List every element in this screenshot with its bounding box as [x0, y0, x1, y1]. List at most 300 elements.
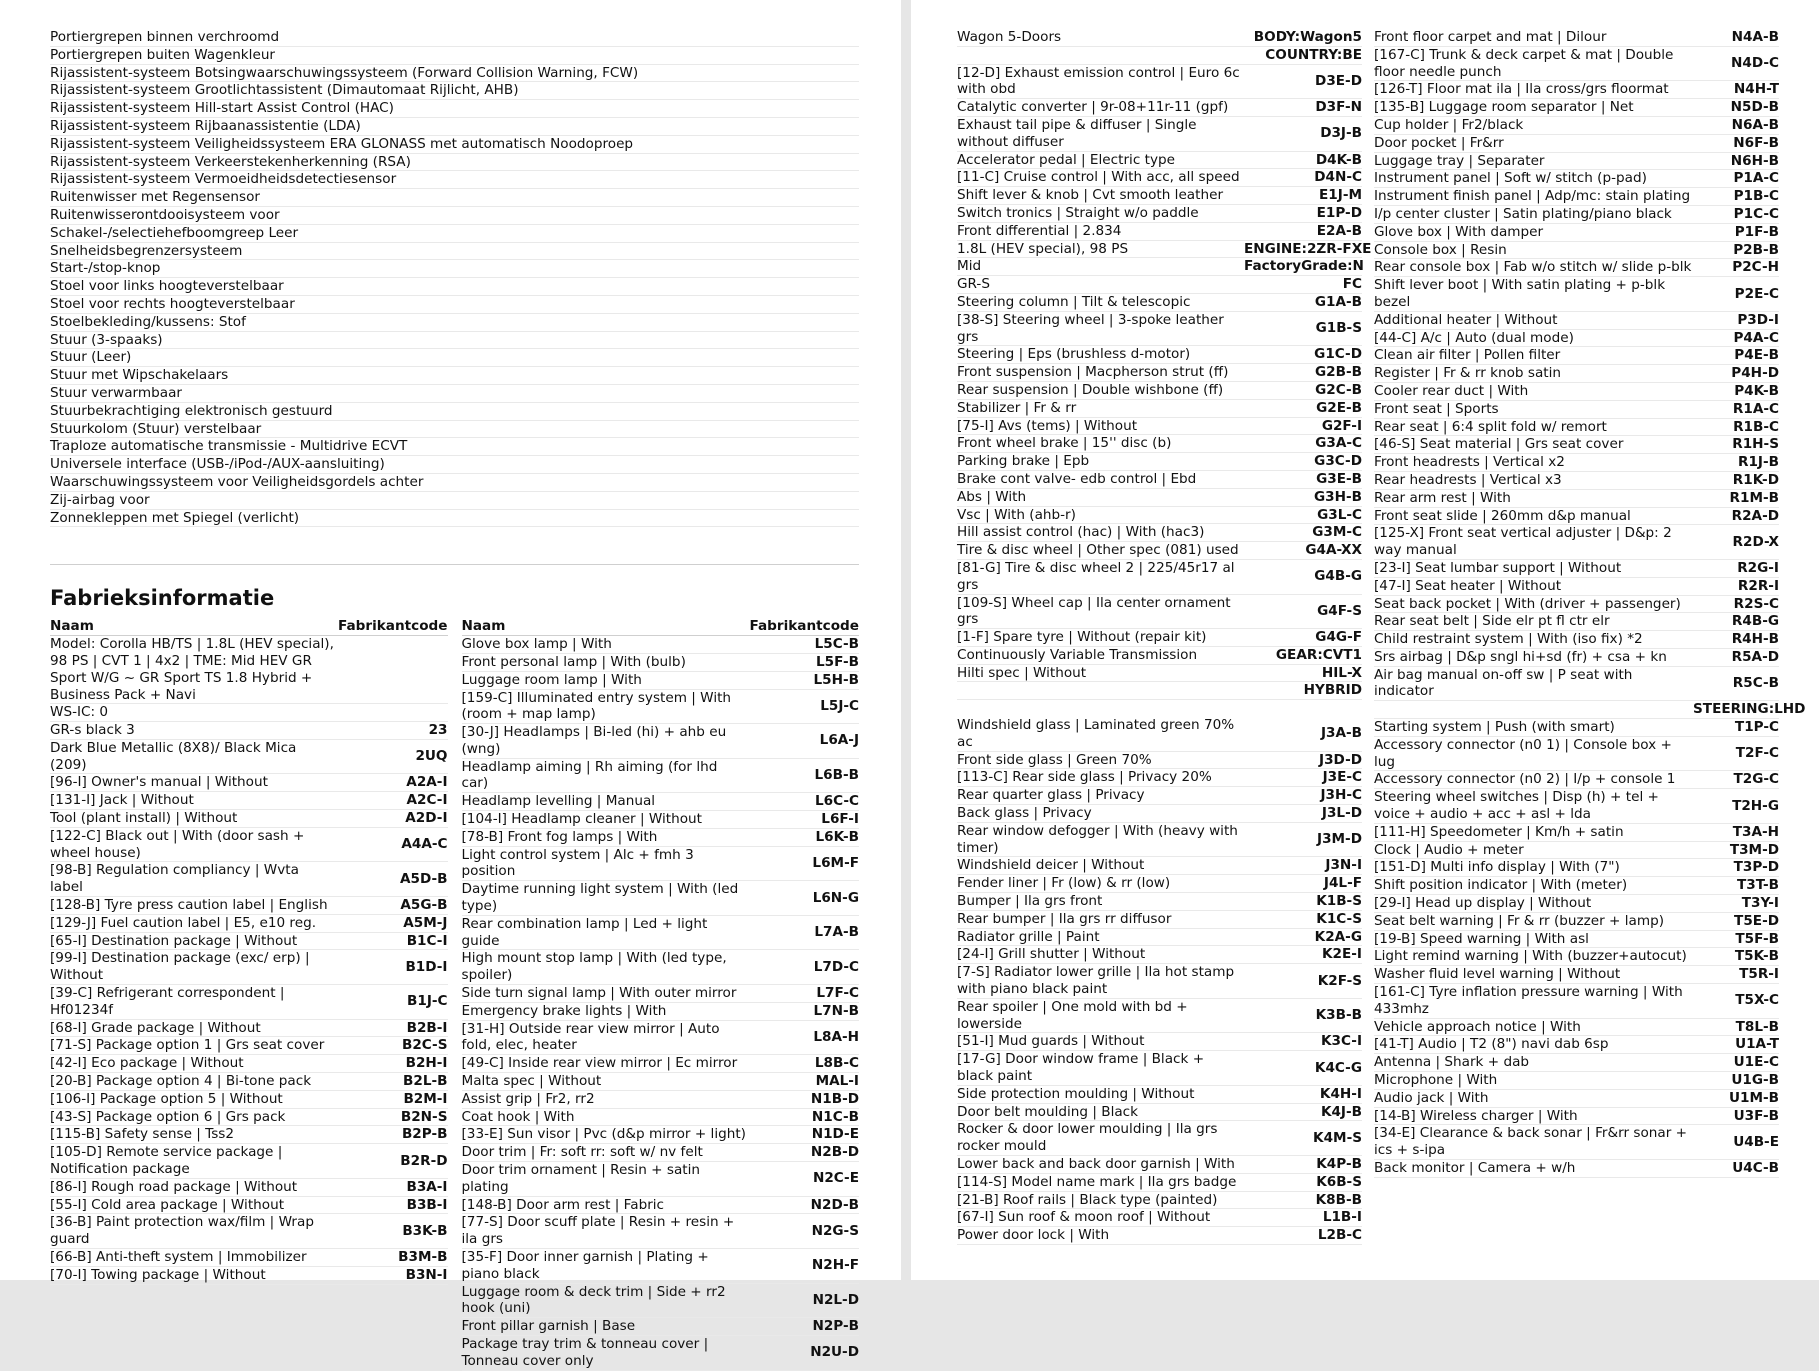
option-name: [104-I] Headlamp cleaner | Without: [462, 811, 748, 829]
table-row: [957, 629, 1362, 647]
feature-item: Rijassistent-systeem Botsingwaarschuwingssysteem (Forward Collision Warning, FCW): [50, 65, 859, 83]
table-row: [957, 910, 1362, 928]
table-row: [957, 964, 1362, 999]
option-name: Rear quarter glass | Privacy: [957, 787, 1244, 805]
option-name: Malta spec | Without: [462, 1073, 748, 1091]
table-row: [957, 717, 1362, 751]
table-row: [462, 985, 860, 1003]
option-name: Light remind warning | With (buzzer+autocut): [1374, 948, 1693, 966]
option-name: Instrument panel | Soft w/ stitch (p-pad): [1374, 170, 1693, 188]
manufacturer-code: J3E-C: [1244, 769, 1362, 787]
table-row: [50, 1090, 448, 1108]
option-name: [77-S] Door scuff plate | Resin + resin + ila grs: [462, 1214, 748, 1249]
option-name: [47-I] Seat heater | Without: [1374, 577, 1693, 595]
manufacturer-code: R2A-D: [1693, 507, 1779, 525]
manufacturer-code: T5E-D: [1693, 912, 1779, 930]
table-row: [50, 739, 448, 774]
option-name: Windshield glass | Laminated green 70% ac: [957, 717, 1244, 751]
table-row: [1374, 170, 1779, 188]
option-name: Accessory connector (n0 1) | Console box + lug: [1374, 736, 1693, 771]
table-row: [1374, 311, 1779, 329]
feature-item: Stoel voor rechts hoogteverstelbaar: [50, 296, 859, 314]
manufacturer-code: B3B-I: [336, 1196, 448, 1214]
feature-list: [50, 29, 859, 527]
manufacturer-code: B3K-B: [336, 1214, 448, 1249]
manufacturer-code: R2D-X: [1693, 525, 1779, 560]
option-name: [21-B] Roof rails | Black type (painted): [957, 1191, 1244, 1209]
factory-table-4: [1374, 29, 1806, 1245]
feature-item: Stuur (Leer): [50, 349, 859, 367]
manufacturer-code: L6M-F: [747, 846, 859, 881]
manufacturer-code: P1F-B: [1693, 223, 1779, 241]
option-name: [105-D] Remote service package | Notification package: [50, 1144, 336, 1179]
table-row: [957, 769, 1362, 787]
feature-item: Stuurbekrachtiging elektronisch gestuurd: [50, 403, 859, 421]
manufacturer-code: K4M-S: [1244, 1121, 1362, 1156]
option-name: Radiator grille | Paint: [957, 928, 1244, 946]
manufacturer-code: B3M-B: [336, 1249, 448, 1267]
table-row: [462, 1196, 860, 1214]
manufacturer-code: N1D-E: [747, 1126, 859, 1144]
column-header-name: Naam: [462, 618, 748, 635]
option-name: Washer fluid level warning | Without: [1374, 966, 1693, 984]
manufacturer-code: B2C-S: [336, 1037, 448, 1055]
option-name: [39-C] Refrigerant correspondent | Hf01234f: [50, 985, 336, 1020]
manufacturer-code: K4C-G: [1244, 1051, 1362, 1086]
option-name: [81-G] Tire & disc wheel 2 | 225/45r17 al grs: [957, 559, 1244, 594]
option-name: Rear window defogger | With (heavy with timer): [957, 822, 1244, 857]
manufacturer-code: B2M-I: [336, 1090, 448, 1108]
option-name: Microphone | With: [1374, 1072, 1693, 1090]
manufacturer-code: B2B-I: [336, 1019, 448, 1037]
option-name: [86-I] Rough road package | Without: [50, 1178, 336, 1196]
manufacturer-code: B2H-I: [336, 1055, 448, 1073]
manufacturer-code: P4E-B: [1693, 347, 1779, 365]
option-name: Power door lock | With: [957, 1227, 1244, 1245]
option-name: Headlamp levelling | Manual: [462, 793, 748, 811]
table-row: [50, 862, 448, 897]
option-name: WS-IC: 0: [50, 704, 336, 722]
manufacturer-code: G3E-B: [1244, 470, 1362, 488]
manufacturer-code: G4A-XX: [1244, 542, 1362, 560]
table-row: [462, 1090, 860, 1108]
manufacturer-code: A2C-I: [336, 792, 448, 810]
manufacturer-code: L5H-B: [747, 671, 859, 689]
option-name: Hilti spec | Without: [957, 664, 1244, 682]
manufacturer-code: K2E-I: [1244, 946, 1362, 964]
manufacturer-code: G2E-B: [1244, 399, 1362, 417]
option-name: Daytime running light system | With (led type): [462, 881, 748, 916]
option-name: Headlamp aiming | Rh aiming (for lhd car): [462, 758, 748, 793]
option-name: Cup holder | Fr2/black: [1374, 116, 1693, 134]
option-name: [131-I] Jack | Without: [50, 792, 336, 810]
column-header-code: Fabrikantcode: [336, 618, 448, 635]
option-name: Front wheel brake | 15'' disc (b): [957, 435, 1244, 453]
table-row: [462, 1055, 860, 1073]
manufacturer-code: K2F-S: [1244, 964, 1362, 999]
table-row: [50, 1178, 448, 1196]
feature-item: Zonnekleppen met Spiegel (verlicht): [50, 510, 859, 528]
manufacturer-code: G4F-S: [1244, 594, 1362, 629]
option-name: Seat belt warning | Fr & rr (buzzer + lamp): [1374, 912, 1693, 930]
manufacturer-code: GEAR:CVT1: [1244, 646, 1362, 664]
factory-info-columns: [50, 618, 859, 1370]
table-row: [1374, 418, 1779, 436]
table-row: [957, 488, 1362, 506]
option-name: [33-E] Sun visor | Pvc (d&p mirror + light): [461, 1126, 746, 1143]
option-name: Seat back pocket | With (driver + passenger): [1374, 595, 1693, 613]
table-row: [957, 542, 1362, 560]
option-name: Abs | With: [957, 488, 1244, 506]
option-name: [957, 682, 1244, 700]
manufacturer-code: N2D-B: [747, 1196, 859, 1214]
manufacturer-code: P1C-C: [1693, 205, 1779, 223]
option-name: [31-H] Outside rear view mirror | Auto fold, elec, heater: [462, 1020, 748, 1055]
option-name: Rear seat belt | Side elr pt fl ctr elr: [1374, 613, 1693, 631]
manufacturer-code: R1M-B: [1693, 489, 1779, 507]
option-name: Exhaust tail pipe & diffuser | Single without diffuser: [957, 116, 1244, 151]
table-row: [1374, 1036, 1779, 1054]
table-row: [1374, 454, 1779, 472]
table-row: [1374, 507, 1779, 525]
table-row: [462, 671, 860, 689]
manufacturer-code: K3C-I: [1244, 1033, 1362, 1051]
option-name: Brake cont valve- edb control | Ebd: [957, 470, 1244, 488]
table-row: [50, 1126, 448, 1144]
manufacturer-code: N2U-D: [747, 1335, 859, 1370]
table-row: [957, 435, 1362, 453]
feature-item: Schakel-/selectiehefboomgreep Leer: [50, 225, 859, 243]
table-row: [1374, 400, 1779, 418]
table-row: [1374, 99, 1779, 117]
manufacturer-code: L7F-C: [747, 985, 859, 1003]
table-row: [50, 1019, 448, 1037]
table-row: [957, 417, 1362, 435]
manufacturer-code: P3D-I: [1693, 311, 1779, 329]
manufacturer-code: ENGINE:2ZR-FXE: [1244, 240, 1372, 257]
manufacturer-code: R1A-C: [1693, 400, 1779, 418]
manufacturer-code: N2H-F: [747, 1249, 859, 1284]
manufacturer-code: P2C-H: [1693, 259, 1779, 277]
table-row: [1374, 1018, 1779, 1036]
option-name: [7-S] Radiator lower grille | Ila hot stamp with piano black paint: [957, 964, 1244, 999]
option-name: [17-G] Door window frame | Black + black paint: [957, 1051, 1244, 1086]
option-name: Audio jack | With: [1374, 1089, 1693, 1107]
option-name: Door trim ornament | Resin + satin plating: [462, 1162, 748, 1197]
option-name: Back glass | Privacy: [957, 805, 1244, 823]
table-row: [1374, 29, 1779, 46]
option-name: Glove box | With damper: [1374, 223, 1693, 241]
option-name: Front pillar garnish | Base: [462, 1318, 748, 1336]
feature-item: Stuur (3-spaaks): [50, 332, 859, 350]
table-row: [1374, 912, 1779, 930]
table-row: [50, 1073, 448, 1091]
manufacturer-code: J3M-D: [1244, 822, 1362, 857]
table-row: [462, 915, 860, 950]
manufacturer-code: BODY:Wagon5: [1244, 29, 1362, 46]
option-name: Stabilizer | Fr & rr: [957, 399, 1244, 417]
table-row: [1374, 1107, 1779, 1125]
feature-item: Snelheidsbegrenzersysteem: [50, 243, 859, 261]
manufacturer-code: A2A-I: [336, 774, 448, 792]
manufacturer-code: K1C-S: [1244, 910, 1362, 928]
table-row: [50, 1196, 448, 1214]
manufacturer-code: R4H-B: [1693, 631, 1779, 649]
table-row: [957, 857, 1362, 875]
factory-table-1: [50, 618, 448, 1370]
option-name: Shift lever & knob | Cvt smooth leather: [957, 187, 1244, 205]
option-name: Rear arm rest | With: [1374, 489, 1693, 507]
table-row: [1374, 241, 1779, 259]
option-name: Catalytic converter | 9r-08+11r-11 (gpf): [957, 99, 1244, 117]
manufacturer-code: D4N-C: [1244, 169, 1362, 187]
option-name: Antenna | Shark + dab: [1374, 1054, 1693, 1072]
table-row: [957, 222, 1362, 240]
table-row: [957, 559, 1362, 594]
option-name: Starting system | Push (with smart): [1374, 719, 1693, 737]
table-row: [50, 1214, 448, 1249]
table-row: [957, 29, 1362, 46]
manufacturer-code: K2A-G: [1244, 928, 1362, 946]
table-row: [1374, 188, 1779, 206]
manufacturer-code: T3T-B: [1693, 877, 1779, 895]
table-row: [50, 897, 448, 915]
table-row: [462, 1318, 860, 1336]
option-name: Hill assist control (hac) | With (hac3): [957, 524, 1244, 542]
table-row: [462, 1144, 860, 1162]
manufacturer-code: K4J-B: [1244, 1103, 1362, 1121]
option-name: [98-B] Regulation compliancy | Wvta label: [50, 862, 336, 897]
manufacturer-code: N2B-D: [747, 1144, 859, 1162]
table-row: [462, 1126, 860, 1144]
option-name: Front seat slide | 260mm d&p manual: [1374, 507, 1693, 525]
feature-item: Ruitenwisser met Regensensor: [50, 189, 859, 207]
table-row: [1374, 347, 1779, 365]
option-name: [41-T] Audio | T2 (8") navi dab 6sp: [1374, 1036, 1693, 1054]
manufacturer-code: HYBRID: [1244, 682, 1362, 700]
option-name: Rear suspension | Double wishbone (ff): [957, 381, 1244, 399]
table-row: [957, 46, 1362, 64]
manufacturer-code: G3H-B: [1244, 488, 1362, 506]
table-row: [957, 381, 1362, 399]
option-name: [161-C] Tyre inflation pressure warning | With 433mhz: [1374, 984, 1693, 1019]
feature-item: Rijassistent-systeem Hill-start Assist Control (HAC): [50, 100, 859, 118]
option-name: I/p center cluster | Satin plating/piano black: [1374, 205, 1693, 223]
manufacturer-code: N2C-E: [747, 1162, 859, 1197]
manufacturer-code: A5D-B: [336, 862, 448, 897]
table-row: [957, 276, 1362, 294]
table-row: [1374, 134, 1779, 152]
option-name: Console box | Resin: [1374, 241, 1693, 259]
manufacturer-code: K8B-B: [1244, 1191, 1362, 1209]
option-name: Srs airbag | D&p sngl hi+sd (fr) + csa + kn: [1374, 648, 1693, 666]
manufacturer-code: FactoryGrade:N: [1244, 258, 1364, 275]
table-row: [1374, 631, 1779, 649]
manufacturer-code: D3E-D: [1244, 64, 1362, 99]
table-row: [462, 846, 860, 881]
manufacturer-code: L2B-C: [1244, 1227, 1362, 1245]
manufacturer-code: T3M-D: [1693, 841, 1779, 859]
manufacturer-code: G1B-S: [1244, 311, 1362, 346]
table-row: [462, 793, 860, 811]
option-name: Rear spoiler | One mold with bd + lowerside: [957, 998, 1244, 1033]
manufacturer-code: P4A-C: [1693, 329, 1779, 347]
manufacturer-code: J4L-F: [1244, 875, 1362, 893]
manufacturer-code: L5C-B: [747, 636, 859, 654]
table-row: [957, 1033, 1362, 1051]
table-row: [957, 1103, 1362, 1121]
manufacturer-code: B2L-B: [336, 1073, 448, 1091]
manufacturer-code: R2R-I: [1693, 577, 1779, 595]
option-name: [11-C] Cruise control | With acc, all speed: [957, 169, 1244, 187]
option-name: [51-I] Mud guards | Without: [957, 1033, 1244, 1051]
manufacturer-code: U1M-B: [1693, 1089, 1779, 1107]
table-row: [1374, 1160, 1779, 1178]
table-row: [1374, 895, 1779, 913]
manufacturer-code: MAL-I: [747, 1073, 859, 1091]
table-row: [1374, 525, 1779, 560]
table-row: [462, 689, 860, 724]
table-row: [50, 985, 448, 1020]
manufacturer-code: G3M-C: [1244, 524, 1362, 542]
feature-item: Stuurkolom (Stuur) verstelbaar: [50, 421, 859, 439]
manufacturer-code: R1J-B: [1693, 454, 1779, 472]
feature-item: Rijassistent-systeem Rijbaanassistentie (LDA): [50, 118, 859, 136]
option-name: Clock | Audio + meter: [1374, 841, 1693, 859]
option-name: High mount stop lamp | With (led type, spoiler): [462, 950, 748, 985]
manufacturer-code: K3B-B: [1244, 998, 1362, 1033]
manufacturer-code: L6A-J: [747, 724, 859, 759]
manufacturer-code: N4A-B: [1693, 29, 1779, 46]
manufacturer-code: E2A-B: [1244, 222, 1362, 240]
feature-item: Waarschuwingssysteem voor Veiligheidsgordels achter: [50, 474, 859, 492]
manufacturer-code: COUNTRY:BE: [1244, 46, 1362, 64]
option-name: [29-I] Head up display | Without: [1374, 895, 1693, 913]
manufacturer-code: N2L-D: [747, 1283, 859, 1318]
option-name: Front side glass | Green 70%: [957, 751, 1244, 769]
table-row: [1374, 877, 1779, 895]
table-row: [462, 828, 860, 846]
option-name: Model: Corolla HB/TS | 1.8L (HEV special), 98 PS | CVT 1 | 4x2 | TME: Mid HEV GR Sport W/G ~ GR Sport TS 1.8 Hybrid + Business Pack + Navi: [50, 636, 334, 703]
option-name: Windshield deicer | Without: [957, 857, 1244, 875]
table-row: [1374, 823, 1779, 841]
manufacturer-code: T5X-C: [1693, 984, 1779, 1019]
table-row: [1374, 471, 1779, 489]
manufacturer-code: D4K-B: [1244, 151, 1362, 169]
option-name: [159-C] Illuminated entry system | With (room + map lamp): [462, 689, 748, 724]
manufacturer-code: [336, 636, 448, 704]
table-row: [957, 524, 1362, 542]
option-name: GR-s black 3: [50, 722, 336, 740]
table-row: [957, 1156, 1362, 1174]
table-row: [1374, 329, 1779, 347]
option-name: [49-C] Inside rear view mirror | Ec mirror: [462, 1055, 748, 1073]
option-name: Rear bumper | Ila grs rr diffusor: [957, 910, 1244, 928]
table-row: [50, 792, 448, 810]
manufacturer-code: P4H-D: [1693, 365, 1779, 383]
table-row: [957, 646, 1362, 664]
manufacturer-code: D3F-N: [1244, 99, 1362, 117]
table-row: [957, 169, 1362, 187]
option-name: 1.8L (HEV special), 98 PS: [957, 240, 1244, 258]
option-name: [24-I] Grill shutter | Without: [957, 946, 1244, 964]
manufacturer-code: N4H-T: [1693, 81, 1779, 99]
manufacturer-code: U3F-B: [1693, 1107, 1779, 1125]
option-name: Rear headrests | Vertical x3: [1374, 471, 1693, 489]
manufacturer-code: A5M-J: [336, 914, 448, 932]
table-row: [957, 258, 1362, 276]
table-row: [957, 346, 1362, 364]
option-name: Emergency brake lights | With: [462, 1002, 748, 1020]
factory-table-3: [957, 29, 1372, 1245]
feature-item: Zij-airbag voor: [50, 492, 859, 510]
table-row: [957, 1121, 1362, 1156]
table-row: [957, 893, 1362, 911]
manufacturer-code: U1E-C: [1693, 1054, 1779, 1072]
option-name: [151-D] Multi info display | With (7"): [1374, 859, 1693, 877]
manufacturer-code: T5R-I: [1693, 966, 1779, 984]
option-name: Door trim | Fr: soft rr: soft w/ nv felt: [462, 1144, 748, 1162]
table-row: [1374, 223, 1779, 241]
manufacturer-code: G4G-F: [1244, 629, 1362, 647]
manufacturer-code: G1C-D: [1244, 346, 1362, 364]
feature-item: Rijassistent-systeem Grootlichtassistent (Dimautomaat Rijlicht, AHB): [50, 82, 859, 100]
option-name: Side protection moulding | Without: [957, 1085, 1244, 1103]
option-name: [67-I] Sun roof & moon roof | Without: [957, 1209, 1244, 1227]
manufacturer-code: HIL-X: [1244, 664, 1362, 682]
option-name: [128-B] Tyre press caution label | English: [50, 897, 336, 915]
table-row: [957, 506, 1362, 524]
manufacturer-code: L6F-I: [747, 811, 859, 829]
manufacturer-code: L6K-B: [747, 828, 859, 846]
manufacturer-code: L7D-C: [747, 950, 859, 985]
option-name: Rocker & door lower moulding | Ila grs rocker mould: [957, 1121, 1244, 1156]
option-name: [1-F] Spare tyre | Without (repair kit): [957, 629, 1244, 647]
table-row: [50, 704, 448, 722]
table-row: [1374, 613, 1779, 631]
table-row: [1374, 719, 1779, 737]
option-name: Air bag manual on-off sw | P seat with indicator: [1374, 666, 1693, 701]
table-row: [50, 722, 448, 740]
manufacturer-code: L5F-B: [747, 653, 859, 671]
option-name: [109-S] Wheel cap | Ila center ornament grs: [957, 594, 1244, 629]
table-row: [1374, 116, 1779, 134]
table-row: [50, 1108, 448, 1126]
factory-table-2: [462, 618, 860, 1370]
option-name: Luggage room & deck trim | Side + rr2 hook (uni): [462, 1283, 748, 1318]
manufacturer-code: J3H-C: [1244, 787, 1362, 805]
table-row: [462, 653, 860, 671]
manufacturer-code: U4C-B: [1693, 1160, 1779, 1178]
table-row: [462, 950, 860, 985]
manufacturer-code: L6C-C: [747, 793, 859, 811]
option-name: Accelerator pedal | Electric type: [957, 151, 1244, 169]
manufacturer-code: B1D-I: [336, 950, 448, 985]
table-row: [1374, 46, 1779, 81]
manufacturer-code: K1B-S: [1244, 893, 1362, 911]
feature-item: Stuur met Wipschakelaars: [50, 367, 859, 385]
option-name: Luggage tray | Separater: [1374, 152, 1693, 170]
manufacturer-code: T5F-B: [1693, 930, 1779, 948]
option-name: Rear seat | 6:4 split fold w/ remort: [1374, 418, 1693, 436]
option-name: [111-H] Speedometer | Km/h + satin: [1374, 823, 1693, 841]
manufacturer-code: B1J-C: [336, 985, 448, 1020]
table-row: [1374, 365, 1779, 383]
option-name: [70-I] Towing package | Without: [50, 1266, 336, 1284]
table-row: [1374, 205, 1779, 223]
table-row: [957, 805, 1362, 823]
option-name: [38-S] Steering wheel | 3-spoke leather grs: [957, 311, 1244, 346]
